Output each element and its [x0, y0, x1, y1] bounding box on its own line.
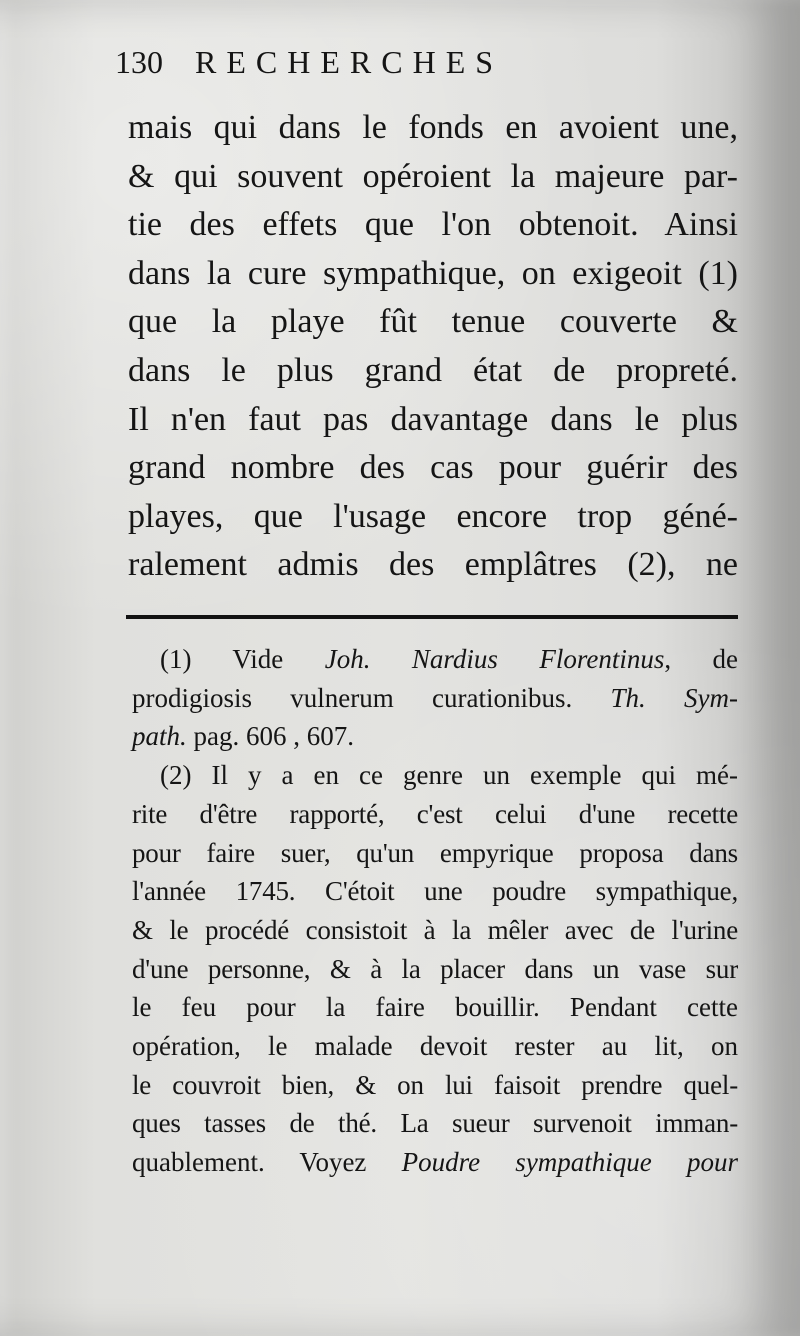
footnotes-block: [132, 640, 738, 1182]
footnote-1-suffix: , de: [664, 644, 738, 674]
main-text-line: mais qui dans le fonds en avoient une,: [128, 109, 738, 146]
footnote-1-reference-cont: path.: [132, 721, 187, 752]
main-text-line: ralement admis des emplâtres (2), ne: [128, 546, 738, 584]
footnote-2-line: le couvroit bien, & on lui faisoit prendre quel-: [132, 1069, 738, 1100]
main-text-block: [128, 104, 738, 590]
footnote-2-line: (2) Il y a en ce genre un exemple qui mé-: [160, 760, 738, 791]
main-text-line: & qui souvent opéroient la majeure par-: [128, 157, 738, 195]
footnote-1-line: [132, 717, 738, 756]
footnote-2-line: [132, 1143, 738, 1182]
footnote-1-author: Joh. Nardius Florentinus: [324, 644, 665, 674]
footnote-2-last-italic: Poudre sympathique pour: [401, 1147, 738, 1178]
footnote-2-last-normal: quablement. Voyez: [132, 1147, 402, 1178]
footnote-2-line: ques tasses de thé. La sueur survenoit imman-: [132, 1108, 738, 1139]
footnote-2-line: l'année 1745. C'étoit une poudre sympathique,: [132, 876, 738, 907]
main-text-line: dans le plus grand état de propreté.: [128, 351, 738, 389]
footnote-2-line: rite d'être rapporté, c'est celui d'une recette: [132, 798, 738, 829]
main-text-line: Il n'en faut pas davantage dans le plus: [128, 400, 738, 438]
main-text-line: que la playe fût tenue couverte &: [128, 303, 738, 341]
main-text-line: dans la cure sympathique, on exigeoit (1): [128, 254, 738, 292]
footnote-separator: [126, 615, 738, 619]
running-head: RECHERCHES: [195, 44, 504, 80]
footnote-1-pages: pag. 606 , 607.: [186, 721, 354, 752]
footnote-2-line: opération, le malade devoit rester au lit, on: [132, 1031, 738, 1062]
page-number: 130: [115, 44, 163, 80]
footnote-1-reference: Th. Sym-: [610, 682, 738, 713]
main-text-line: tie des effets que l'on obtenoit. Ainsi: [128, 206, 738, 244]
footnote-1-title: prodigiosis vulnerum curationibus.: [132, 682, 611, 713]
main-text-line: grand nombre des cas pour guérir des: [128, 449, 738, 487]
footnote-2-line: & le procédé consistoit à la mêler avec de l'urine: [132, 914, 738, 945]
footnote-2-line: d'une personne, & à la placer dans un vase sur: [132, 953, 738, 984]
footnote-2-line: pour faire suer, qu'un empyrique proposa dans: [132, 837, 738, 868]
footnote-1-line: [132, 679, 738, 718]
footnote-1-prefix: (1) Vide: [160, 644, 325, 674]
main-text-line: playes, que l'usage encore trop géné-: [128, 497, 738, 535]
footnote-2-line: le feu pour la faire bouillir. Pendant cette: [132, 992, 738, 1023]
page-header: [115, 46, 503, 78]
footnote-1-line: [132, 640, 738, 679]
